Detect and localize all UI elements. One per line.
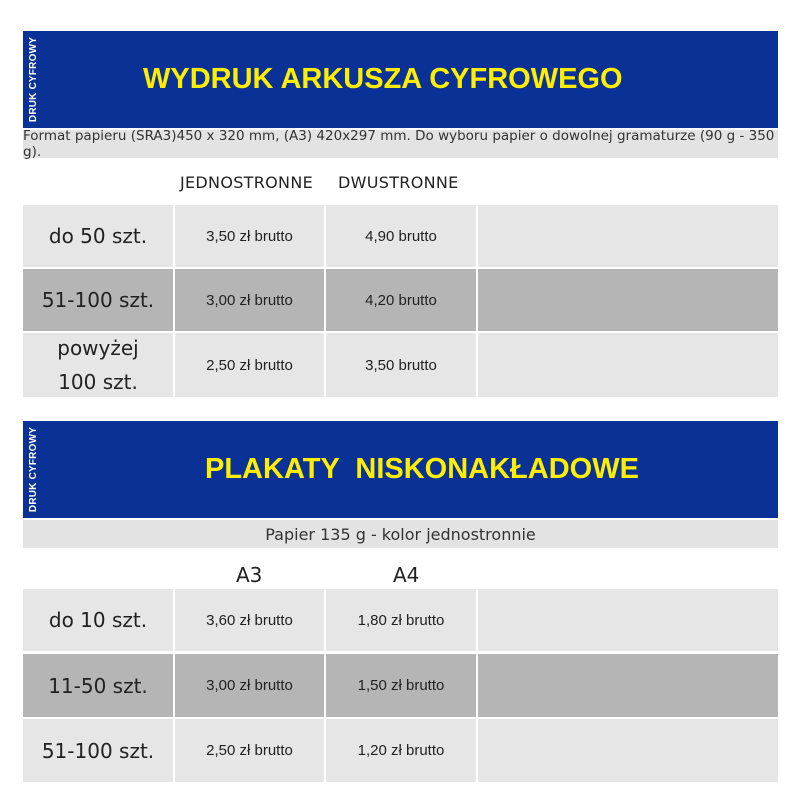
empty-cell bbox=[478, 654, 778, 717]
row-label: do 10 szt. bbox=[23, 589, 173, 651]
row-label: 11-50 szt. bbox=[23, 654, 173, 717]
row-label: do 50 szt. bbox=[23, 205, 173, 267]
empty-cell bbox=[478, 333, 778, 397]
row-label-line: 100 szt. bbox=[58, 370, 138, 394]
price-cell: 3,50 zł brutto bbox=[175, 205, 324, 267]
side-tag bbox=[23, 421, 45, 518]
empty-cell bbox=[478, 589, 778, 651]
row-label: 51-100 szt. bbox=[23, 269, 173, 331]
empty-cell bbox=[478, 205, 778, 267]
price-cell: 4,90 brutto bbox=[326, 205, 476, 267]
price-cell: 3,00 zł brutto bbox=[175, 654, 324, 717]
price-cell: 1,50 zł brutto bbox=[326, 654, 476, 717]
price-cell: 4,20 brutto bbox=[326, 269, 476, 331]
price-cell: 2,50 zł brutto bbox=[175, 333, 324, 397]
price-cell: 1,20 zł brutto bbox=[326, 719, 476, 782]
column-header-a3: A3 bbox=[236, 563, 263, 587]
row-label-line: powyżej bbox=[57, 336, 139, 360]
banner-plakaty bbox=[23, 421, 778, 518]
paper-format-info: Format papieru (SRA3)450 x 320 mm, (A3) 420x297 mm. Do wyboru papier o dowolnej gramaturze (90 g - 350 g). bbox=[23, 130, 778, 158]
price-cell: 3,00 zł brutto bbox=[175, 269, 324, 331]
banner-wydruk-arkusza bbox=[23, 31, 778, 128]
side-tag-text: DRUK CYFROWY bbox=[28, 36, 40, 123]
row-label bbox=[23, 333, 173, 397]
side-tag-text: DRUK CYFROWY bbox=[28, 426, 40, 513]
row-label: 51-100 szt. bbox=[23, 719, 173, 782]
column-header-dwustronne: DWUSTRONNE bbox=[338, 173, 459, 192]
banner-title: WYDRUK ARKUSZA CYFROWEGO bbox=[143, 63, 623, 95]
column-header-a4: A4 bbox=[393, 563, 420, 587]
paper-info: Papier 135 g - kolor jednostronnie bbox=[23, 520, 778, 548]
price-cell: 2,50 zł brutto bbox=[175, 719, 324, 782]
empty-cell bbox=[478, 269, 778, 331]
price-cell: 3,50 brutto bbox=[326, 333, 476, 397]
price-cell: 1,80 zł brutto bbox=[326, 589, 476, 651]
price-cell: 3,60 zł brutto bbox=[175, 589, 324, 651]
column-header-jednostronne: JEDNOSTRONNE bbox=[180, 173, 313, 192]
side-tag bbox=[23, 31, 45, 128]
banner-title: PLAKATY NISKONAKŁADOWE bbox=[205, 453, 639, 485]
empty-cell bbox=[478, 719, 778, 782]
